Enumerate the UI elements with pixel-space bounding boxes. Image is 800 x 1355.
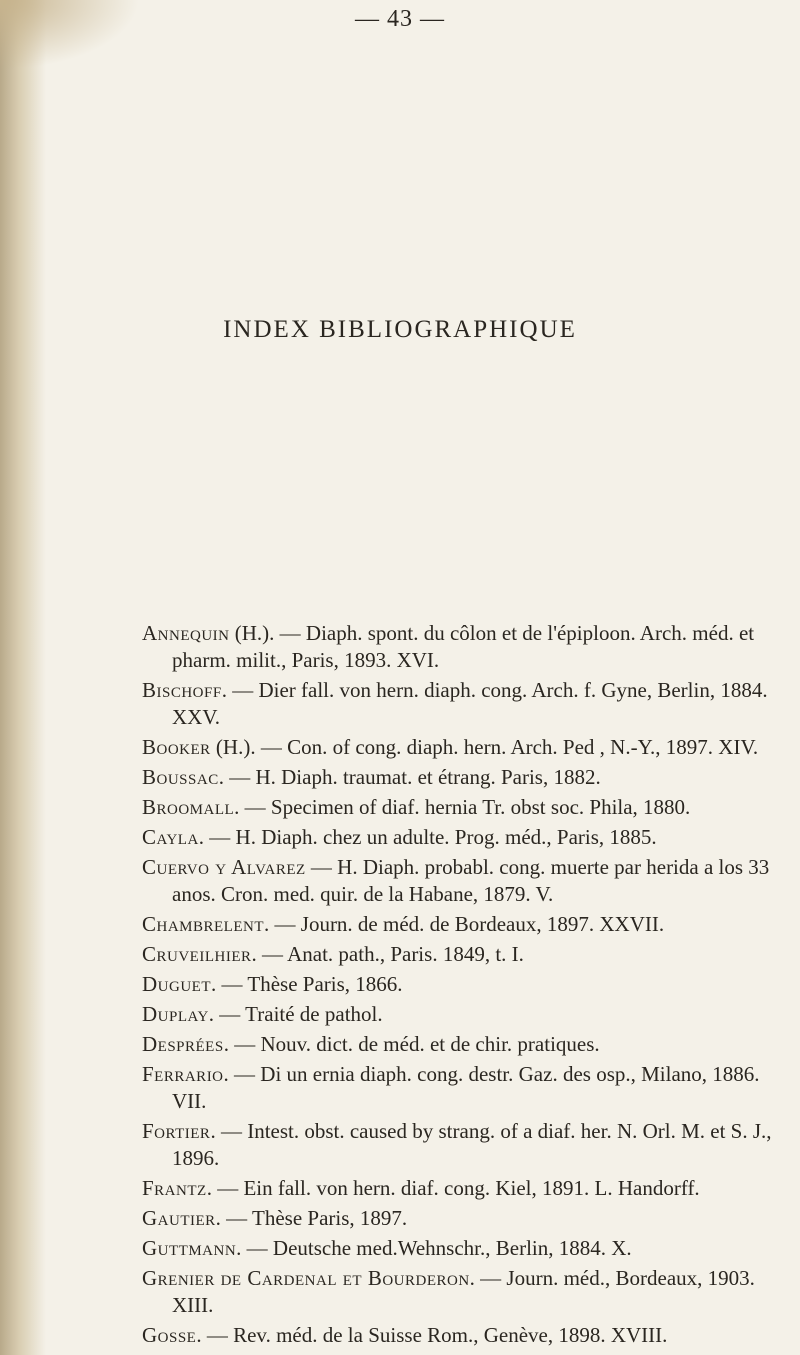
- bibliography-entry: [142, 1061, 782, 1115]
- entry-text: . — Di un ernia diaph. cong. destr. Gaz. des osp., Milano, 1886. VII.: [172, 1062, 760, 1113]
- bibliography-entry: [142, 1175, 782, 1202]
- entry-author: Gosse: [142, 1323, 197, 1347]
- entry-author: Cruveilhier: [142, 942, 252, 966]
- bibliography-entry: [142, 764, 782, 791]
- bibliography-entry: [142, 677, 782, 731]
- entry-author: Cayla: [142, 825, 199, 849]
- entry-author: Broomall: [142, 795, 235, 819]
- page-title: INDEX BIBLIOGRAPHIQUE: [223, 316, 577, 343]
- bibliography-entry: [142, 1235, 782, 1262]
- entry-author: Grenier de Cardenal et Bourderon: [142, 1266, 470, 1290]
- entry-author: Gautier: [142, 1206, 216, 1230]
- bibliography-entry: [142, 854, 782, 908]
- page-edge-shadow: [0, 0, 46, 1355]
- entry-author: Duplay: [142, 1002, 209, 1026]
- entry-author: Cuervo y Alvarez: [142, 855, 306, 879]
- entry-author: Bischoff: [142, 678, 222, 702]
- entry-text: . — Dier fall. von hern. diaph. cong. Arch. f. Gyne, Berlin, 1884. XXV.: [172, 678, 768, 729]
- bibliography-entry: [142, 911, 782, 938]
- entry-text: . — Intest. obst. caused by strang. of a diaf. her. N. Orl. M. et S. J., 1896.: [172, 1119, 772, 1170]
- bibliography-entry: [142, 1118, 782, 1172]
- entry-author: Duguet: [142, 972, 211, 996]
- entry-text: . — Rev. méd. de la Suisse Rom., Genève, 1898. XVIII.: [196, 1323, 668, 1347]
- bibliography-entry: [142, 941, 782, 968]
- entry-text: . — H. Diaph. chez un adulte. Prog. méd., Paris, 1885.: [198, 825, 657, 849]
- entry-text: . — Ein fall. von hern. diaf. cong. Kiel, 1891. L. Handorff.: [206, 1176, 700, 1200]
- bibliography-entry: [142, 1265, 782, 1319]
- entry-text: (H.). — Con. of cong. diaph. hern. Arch. Ped , N.-Y., 1897. XIV.: [210, 735, 759, 759]
- bibliography-entry: [142, 1322, 782, 1349]
- entry-author: Boussac: [142, 765, 219, 789]
- entry-text: — H. Diaph. probabl. cong. muerte par herida a los 33 anos. Cron. med. quir. de la Habane, 1879. V.: [172, 855, 770, 906]
- bibliography-entry: [142, 1001, 782, 1028]
- entry-text: . — Thèse Paris, 1866.: [211, 972, 403, 996]
- bibliography-list: [142, 620, 782, 1352]
- entry-text: . — Nouv. dict. de méd. et de chir. pratiques.: [223, 1032, 600, 1056]
- bibliography-entry: [142, 824, 782, 851]
- entry-text: . — Anat. path., Paris. 1849, t. I.: [251, 942, 524, 966]
- entry-text: (H.). — Diaph. spont. du côlon et de l'épiploon. Arch. méd. et pharm. milit., Paris, 1893. XVI.: [172, 621, 755, 672]
- entry-author: Booker: [142, 735, 211, 759]
- entry-text: . — Journ. de méd. de Bordeaux, 1897. XXVII.: [264, 912, 665, 936]
- bibliography-entry: [142, 734, 782, 761]
- entry-author: Ferrario: [142, 1062, 224, 1086]
- entry-text: . — H. Diaph. traumat. et étrang. Paris, 1882.: [218, 765, 601, 789]
- entry-author: Frantz: [142, 1176, 207, 1200]
- entry-text: . — Thèse Paris, 1897.: [215, 1206, 408, 1230]
- entry-author: Chambrelent: [142, 912, 265, 936]
- entry-author: Guttmann: [142, 1236, 237, 1260]
- entry-text: . — Traité de pathol.: [208, 1002, 383, 1026]
- bibliography-entry: [142, 794, 782, 821]
- bibliography-entry: [142, 620, 782, 674]
- entry-text: . — Deutsche med.Wehnschr., Berlin, 1884. X.: [236, 1236, 632, 1260]
- bibliography-entry: [142, 1205, 782, 1232]
- entry-author: Fortier: [142, 1119, 211, 1143]
- entry-author: Desprées: [142, 1032, 224, 1056]
- entry-text: . — Specimen of diaf. hernia Tr. obst soc. Phila, 1880.: [234, 795, 691, 819]
- bibliography-entry: [142, 971, 782, 998]
- entry-author: Annequin: [142, 621, 230, 645]
- page-number: — 43 —: [355, 6, 445, 32]
- entry-text: . — Journ. méd., Bordeaux, 1903. XIII.: [172, 1266, 755, 1317]
- bibliography-entry: [142, 1031, 782, 1058]
